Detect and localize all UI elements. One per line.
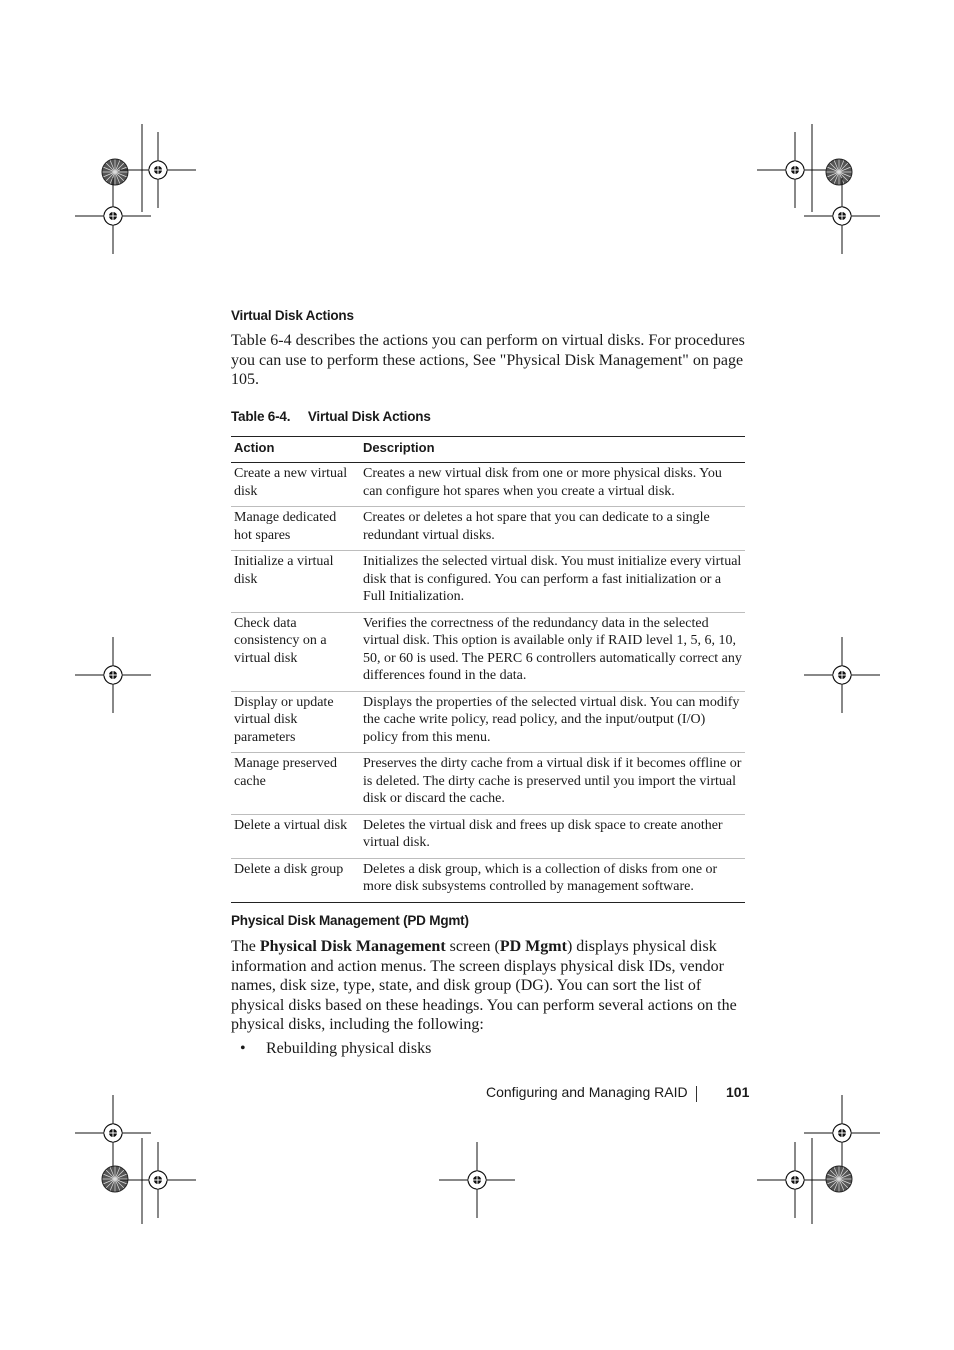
row-action: Create a new virtual disk [231, 463, 360, 507]
table-row [231, 551, 745, 613]
table-row [231, 691, 745, 753]
row-action: Manage dedicated hot spares [231, 507, 360, 551]
row-description: Displays the properties of the selected virtual disk. You can modify the cache write policy, read policy, and the input/output (I/O) policy from this menu. [360, 691, 745, 753]
row-description: Verifies the correctness of the redundancy data in the selected virtual disk. This option is available only if RAID level 1, 5, 6, 10, 50, or 60 is used. The PERC 6 controllers automatically correct any differences found in the data. [360, 612, 745, 691]
row-description: Deletes a disk group, which is a collection of disks from one or more disk subsystems controlled by management software. [360, 858, 745, 902]
pd-text-part: The [231, 938, 260, 955]
table-caption-label: Table 6-4. [231, 409, 291, 424]
row-description: Creates a new virtual disk from one or more physical disks. You can configure hot spares when you create a virtual disk. [360, 463, 745, 507]
header-description: Description [360, 437, 745, 463]
bullet-list-item [240, 1040, 431, 1058]
pd-text-part: ) displays physical disk information and action menus. The screen displays physical disk IDs, vendor names, disk size, type, state, and disk group (DG). You can sort the list of physical disks based on these headings. You can perform several actions on the physical disks, including the following: [231, 938, 737, 1033]
row-action: Display or update virtual disk parameters [231, 691, 360, 753]
header-action: Action [231, 437, 360, 463]
virtual-disk-actions-table [231, 436, 745, 903]
row-description: Creates or deletes a hot spare that you can dedicate to a single redundant virtual disks. [360, 507, 745, 551]
table-caption-title: Virtual Disk Actions [307, 409, 431, 424]
intro-paragraph: Table 6-4 describes the actions you can perform on virtual disks. For procedures you can use to perform these actions, See "Physical Disk Management" on page 105. [231, 332, 745, 388]
section-heading: Virtual Disk Actions [231, 308, 354, 323]
row-description: Preserves the dirty cache from a virtual disk if it becomes offline or is deleted. The dirty cache is preserved until you import the virtual disk or discard the cache. [360, 753, 745, 815]
table-header-row [231, 437, 745, 463]
table-caption [231, 409, 431, 424]
bullet-icon: • [240, 1040, 246, 1057]
pd-mgmt-paragraph [231, 937, 751, 1035]
table-row [231, 507, 745, 551]
row-action: Manage preserved cache [231, 753, 360, 815]
page-number: 101 [726, 1084, 750, 1100]
pd-mgmt-heading: Physical Disk Management (PD Mgmt) [231, 913, 469, 928]
pd-text-bold: Physical Disk Management [259, 938, 446, 955]
table-row [231, 612, 745, 691]
table-row [231, 814, 745, 858]
table-row [231, 753, 745, 815]
table-row [231, 858, 745, 902]
table-row [231, 463, 745, 507]
footer-separator [696, 1086, 697, 1102]
pd-text-part: screen ( [445, 938, 500, 955]
row-action: Check data consistency on a virtual disk [231, 612, 360, 691]
row-description: Initializes the selected virtual disk. You must initialize every virtual disk that is configured. You can perform a fast initialization or a Full Initialization. [360, 551, 745, 613]
row-action: Delete a virtual disk [231, 814, 360, 858]
bullet-text: Rebuilding physical disks [266, 1040, 432, 1057]
row-action: Initialize a virtual disk [231, 551, 360, 613]
row-description: Deletes the virtual disk and frees up disk space to create another virtual disk. [360, 814, 745, 858]
pd-text-bold: PD Mgmt [499, 938, 567, 955]
row-action: Delete a disk group [231, 858, 360, 902]
footer-chapter-title: Configuring and Managing RAID [486, 1084, 688, 1100]
